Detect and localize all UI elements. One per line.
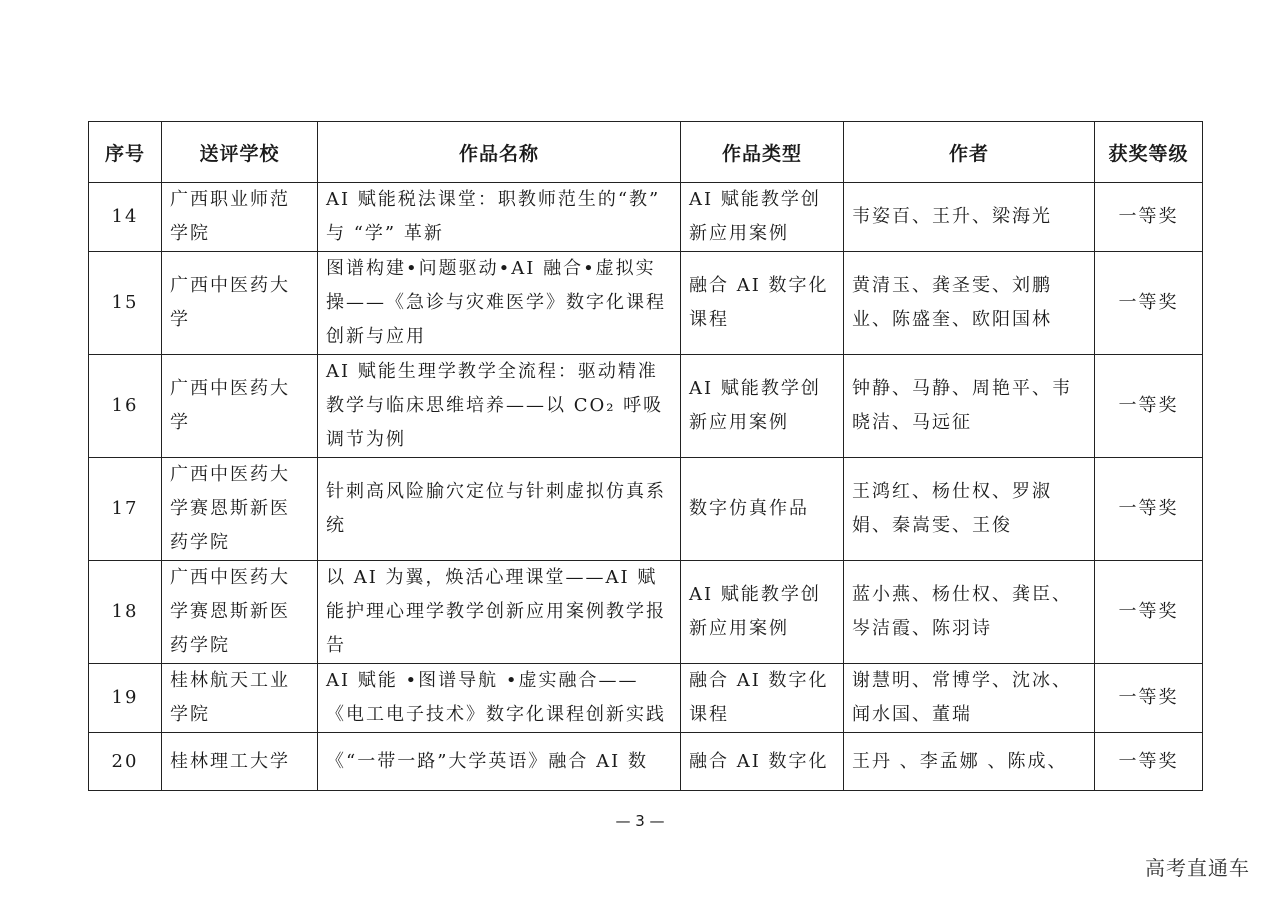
cell-title: 《“一带一路”大学英语》融合 AI 数 bbox=[318, 733, 681, 791]
cell-title: AI 赋能 •图谱导航 •虚实融合——《电工电子技术》数字化课程创新实践 bbox=[318, 664, 681, 733]
cell-school: 广西中医药大学赛恩斯新医药学院 bbox=[162, 561, 318, 664]
cell-title: 图谱构建•问题驱动•AI 融合•虚拟实操——《急诊与灾难医学》数字化课程创新与应用 bbox=[318, 252, 681, 355]
cell-authors: 蓝小燕、杨仕权、龚臣、岑洁霞、陈羽诗 bbox=[844, 561, 1095, 664]
cell-title: AI 赋能生理学教学全流程：驱动精准教学与临床思维培养——以 CO₂ 呼吸调节为例 bbox=[318, 355, 681, 458]
cell-level: 一等奖 bbox=[1095, 183, 1203, 252]
cell-type: 融合 AI 数字化 bbox=[681, 733, 844, 791]
cell-level: 一等奖 bbox=[1095, 252, 1203, 355]
award-table bbox=[88, 121, 1203, 791]
cell-school: 桂林理工大学 bbox=[162, 733, 318, 791]
cell-type: 融合 AI 数字化课程 bbox=[681, 664, 844, 733]
cell-authors: 王鸿红、杨仕权、罗淑娟、秦嵩雯、王俊 bbox=[844, 458, 1095, 561]
cell-type: AI 赋能教学创新应用案例 bbox=[681, 183, 844, 252]
cell-level: 一等奖 bbox=[1095, 561, 1203, 664]
cell-authors: 黄清玉、龚圣雯、刘鹏业、陈盛奎、欧阳国林 bbox=[844, 252, 1095, 355]
cell-number: 18 bbox=[89, 561, 162, 664]
cell-title: 以 AI 为翼，焕活心理课堂——AI 赋能护理心理学教学创新应用案例教学报告 bbox=[318, 561, 681, 664]
cell-school: 广西中医药大学 bbox=[162, 355, 318, 458]
cell-type: AI 赋能教学创新应用案例 bbox=[681, 561, 844, 664]
cell-number: 17 bbox=[89, 458, 162, 561]
table-row bbox=[89, 252, 1203, 355]
table-row bbox=[89, 664, 1203, 733]
cell-type: AI 赋能教学创新应用案例 bbox=[681, 355, 844, 458]
cell-school: 桂林航天工业学院 bbox=[162, 664, 318, 733]
page-number: — 3 — bbox=[615, 812, 665, 830]
header-level: 获奖等级 bbox=[1095, 122, 1203, 183]
cell-type: 数字仿真作品 bbox=[681, 458, 844, 561]
header-authors: 作者 bbox=[844, 122, 1095, 183]
table-header-row bbox=[89, 122, 1203, 183]
table-row bbox=[89, 561, 1203, 664]
cell-number: 15 bbox=[89, 252, 162, 355]
cell-school: 广西中医药大学 bbox=[162, 252, 318, 355]
table-row bbox=[89, 355, 1203, 458]
cell-type: 融合 AI 数字化课程 bbox=[681, 252, 844, 355]
cell-level: 一等奖 bbox=[1095, 355, 1203, 458]
cell-title: 针刺高风险腧穴定位与针刺虚拟仿真系统 bbox=[318, 458, 681, 561]
cell-number: 14 bbox=[89, 183, 162, 252]
header-type: 作品类型 bbox=[681, 122, 844, 183]
table-row bbox=[89, 458, 1203, 561]
cell-school: 广西中医药大学赛恩斯新医药学院 bbox=[162, 458, 318, 561]
header-title: 作品名称 bbox=[318, 122, 681, 183]
header-school: 送评学校 bbox=[162, 122, 318, 183]
table-row bbox=[89, 183, 1203, 252]
cell-number: 20 bbox=[89, 733, 162, 791]
cell-authors: 王丹 、李孟娜 、陈成、 bbox=[844, 733, 1095, 791]
watermark: 高考直通车 bbox=[1145, 856, 1250, 880]
cell-authors: 钟静、马静、周艳平、韦晓洁、马远征 bbox=[844, 355, 1095, 458]
table-row bbox=[89, 733, 1203, 791]
cell-school: 广西职业师范学院 bbox=[162, 183, 318, 252]
header-number: 序号 bbox=[89, 122, 162, 183]
cell-authors: 韦姿百、王升、梁海光 bbox=[844, 183, 1095, 252]
cell-level: 一等奖 bbox=[1095, 733, 1203, 791]
cell-authors: 谢慧明、常博学、沈冰、闻水国、董瑞 bbox=[844, 664, 1095, 733]
cell-level: 一等奖 bbox=[1095, 664, 1203, 733]
cell-number: 19 bbox=[89, 664, 162, 733]
cell-number: 16 bbox=[89, 355, 162, 458]
cell-title: AI 赋能税法课堂：职教师范生的“教” 与 “学” 革新 bbox=[318, 183, 681, 252]
cell-level: 一等奖 bbox=[1095, 458, 1203, 561]
